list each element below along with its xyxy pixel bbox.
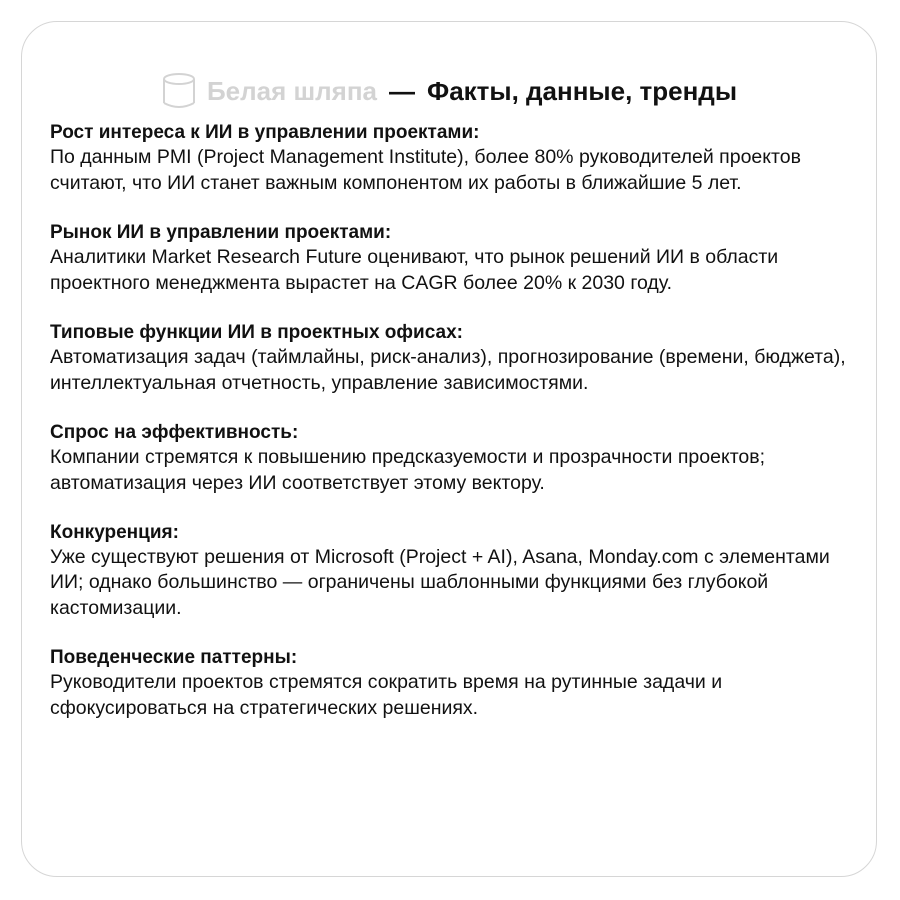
section-body: По данным PMI (Project Management Institute), более 80% руководителей проектов считают, что ИИ станет важным компонентом их работы в ближайшие 5 лет. bbox=[50, 146, 801, 194]
section-ai-interest bbox=[50, 120, 860, 196]
section-body: Уже существуют решения от Microsoft (Project + AI), Asana, Monday.com с элементами ИИ; однако большинство — ограничены шаблонными функциями без глубокой кастомизации. bbox=[50, 546, 830, 619]
section-ai-functions bbox=[50, 320, 860, 396]
section-heading: Типовые функции ИИ в проектных офисах: bbox=[50, 321, 463, 343]
section-heading: Рост интереса к ИИ в управлении проектами: bbox=[50, 122, 480, 143]
section-body: Автоматизация задач (таймлайны, риск-анализ), прогнозирование (времени, бюджета), интеллектуальная отчетность, управление зависимостями. bbox=[50, 346, 846, 394]
cylinder-hat-icon bbox=[161, 71, 197, 111]
section-heading: Конкуренция: bbox=[50, 521, 179, 543]
section-competition bbox=[50, 520, 860, 622]
page-title: Факты, данные, тренды bbox=[427, 75, 738, 106]
sections-list bbox=[50, 120, 860, 745]
content-card bbox=[21, 21, 877, 877]
section-body: Компании стремятся к повышению предсказуемости и прозрачности проектов; автоматизация через ИИ соответствует этому вектору. bbox=[50, 446, 766, 494]
section-behavior-patterns bbox=[50, 645, 860, 721]
title-dash: — bbox=[389, 75, 415, 106]
hat-name: Белая шляпа bbox=[206, 75, 377, 106]
slide-header bbox=[22, 66, 876, 116]
section-heading: Поведенческие паттерны: bbox=[50, 646, 298, 668]
section-ai-market bbox=[50, 220, 860, 296]
section-body: Аналитики Market Research Future оценивают, что рынок решений ИИ в области проектного менеджмента вырастет на CAGR более 20% к 2030 году. bbox=[50, 246, 779, 294]
section-body: Руководители проектов стремятся сократить время на рутинные задачи и сфокусироваться на стратегических решениях. bbox=[50, 671, 723, 719]
section-efficiency-demand bbox=[50, 420, 860, 496]
section-heading: Спрос на эффективность: bbox=[50, 421, 299, 443]
section-heading: Рынок ИИ в управлении проектами: bbox=[50, 221, 392, 243]
